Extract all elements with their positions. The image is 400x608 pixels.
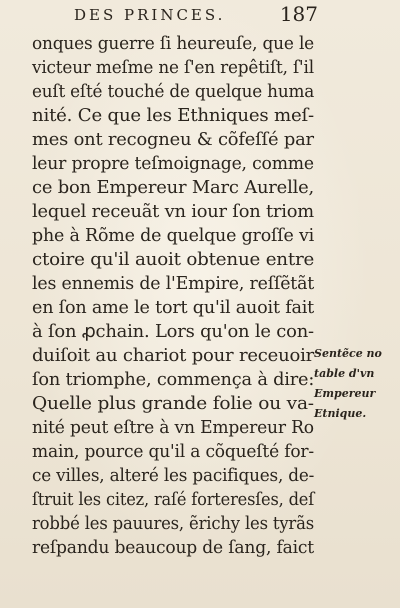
marginal-note-line-3: Empereur [314, 387, 376, 400]
running-head-title: DES PRINCES. [74, 6, 226, 24]
text-line-10: ctoire qu'il auoit obtenue entre [32, 249, 315, 270]
text-line-7: ce bon Empereur Marc Aurelle, [32, 177, 315, 198]
text-line-13: à ſon ꝓchain. Lors qu'on le con- [32, 321, 314, 342]
text-line-6: leur propre teſmoignage, comme [32, 153, 314, 174]
text-line-1: onques guerre ſi heureuſe, que le [32, 33, 315, 54]
text-line-5: mes ont recogneu & cõfeſſé par [32, 129, 314, 150]
text-line-21: robbé les pauures, ẽrichy les tyrãs [32, 513, 314, 534]
marginal-note-line-2: table d'vn [314, 367, 375, 380]
text-line-22: reſpandu beaucoup de ſang, faict [32, 537, 314, 558]
text-line-20: ſtruit les citez, raſé forteresſes, deſ [32, 489, 315, 510]
text-line-17: nité peut eſtre à vn Empereur Ro [32, 417, 314, 438]
text-line-4: nité. Ce que les Ethniques meſ- [32, 105, 314, 126]
text-line-3: euſt eſté touché de quelque huma [32, 81, 315, 102]
text-line-18: main, pource qu'il a cõqueſté for- [32, 441, 314, 462]
marginal-note [314, 344, 398, 424]
text-line-9: phe à Rõme de quelque groſſe vi [32, 225, 315, 246]
text-line-14: duiſoit au chariot pour receuoir [32, 345, 315, 366]
text-line-12: en ſon ame le tort qu'il auoit fait [32, 297, 315, 318]
marginal-note-line-1: Sentẽce no [314, 347, 382, 360]
marginal-note-line-4: Etnique. [314, 407, 367, 420]
text-line-16: Quelle plus grande folie ou va- [32, 393, 314, 414]
page-number: 187 [279, 2, 318, 26]
text-line-11: les ennemis de l'Empire, reſſẽtãt [32, 273, 315, 294]
text-line-2: victeur meſme ne ſ'en repêtiſt, ſ'il [32, 57, 314, 78]
text-line-8: lequel receuãt vn iour ſon triom [32, 201, 314, 222]
text-line-15: ſon triomphe, commença à dire: [32, 369, 315, 390]
text-line-19: ce villes, alteré les pacifiques, de- [32, 465, 315, 486]
running-head [74, 2, 318, 32]
